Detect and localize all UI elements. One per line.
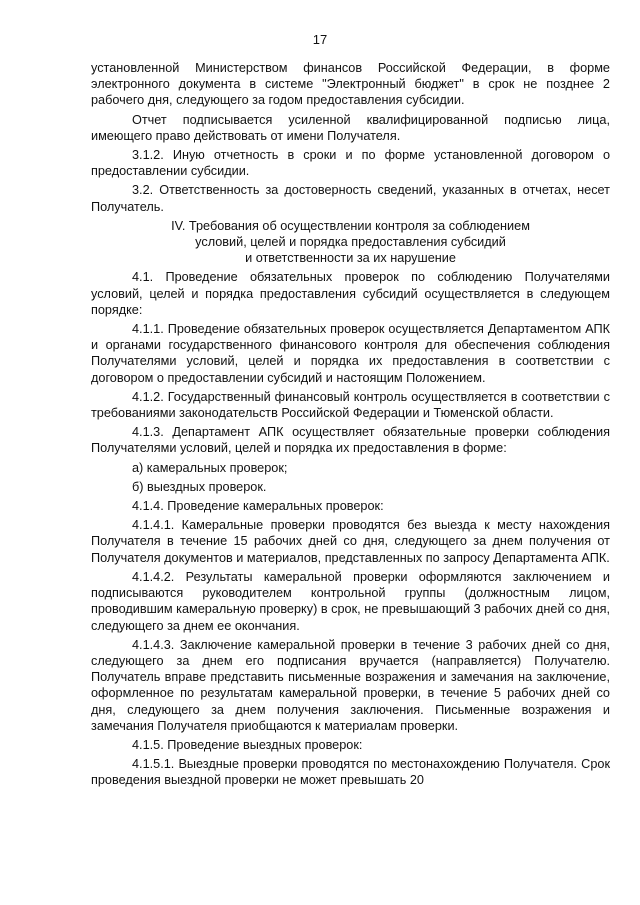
section-heading-line: и ответственности за их нарушение [245,251,456,266]
paragraph: 4.1.1. Проведение обязательных проверок осуществляется Департаментом АПК и органами государственного финансового контроля для обеспечения соблюдения Получателями условий, целей и порядка их предоставления в соответствии с договором о предоставлении субсидий и настоящим Положением. [91,322,610,385]
paragraph: 4.1.5.1. Выездные проверки проводятся по местонахождению Получателя. Срок проведения выездной проверки не может превышать 20 [91,757,610,788]
paragraph: 3.1.2. Иную отчетность в сроки и по форме установленной договором о предоставлении субсидии. [91,148,610,179]
section-heading-line: IV. Требования об осуществлении контроля за соблюдением [171,218,530,233]
paragraph: 4.1.4.3. Заключение камеральной проверки в течение 3 рабочих дней со дня, следующего за днем его подписания вручается (направляется) Получателю. Получатель вправе представить письменные возражения и замечания на заключение, оформленное по результатам камеральной проверки, в течение 5 рабочих дней со дня, следующего за днем получения заключения. Письменные возражения и замечания Получателя приобщаются к материалам проверки. [91,637,610,733]
section-heading [91,218,610,267]
list-item: а) камеральных проверок; [132,460,288,475]
paragraph: 4.1.4.2. Результаты камеральной проверки оформляются заключением и подписываются руководителем контрольной группы (должностным лицом, проводившим камеральную проверку) в срок, не превышающий 3 рабочих дней со дня, следующего за днем ее окончания. [91,569,610,633]
document-body [91,60,610,792]
paragraph: 4.1.3. Департамент АПК осуществляет обязательные проверки соблюдения Получателями условий, целей и порядка их предоставления в форме: [91,425,610,456]
section-heading-line: условий, целей и порядка предоставления субсидий [195,235,506,250]
paragraph: 4.1.5. Проведение выездных проверок: [132,737,363,752]
list-item: б) выездных проверок. [132,479,267,494]
paragraph: 4.1. Проведение обязательных проверок по соблюдению Получателями условий, целей и порядка предоставления субсидий осуществляется в следующем порядке: [91,270,610,317]
page-number: 17 [312,32,328,47]
paragraph: Отчет подписывается усиленной квалифицированной подписью лица, имеющего право действовать от имени Получателя. [91,112,610,143]
paragraph: 4.1.4.1. Камеральные проверки проводятся без выезда к месту нахождения Получателя в течение 15 рабочих дней со дня, следующего за днем получения от Получателя документов и материалов, представленных по запросу Департамента АПК. [91,518,610,565]
paragraph: 4.1.4. Проведение камеральных проверок: [132,499,384,514]
paragraph: 3.2. Ответственность за достоверность сведений, указанных в отчетах, несет Получатель. [91,183,610,214]
paragraph: 4.1.2. Государственный финансовый контроль осуществляется в соответствии с требованиями законодательств Российской Федерации и Тюменской области. [91,389,610,421]
paragraph: установленной Министерством финансов Российской Федерации, в форме электронного документа в системе "Электронный бюджет" в срок не позднее 2 рабочего дня, следующего за годом предоставления субсидии. [91,61,610,108]
